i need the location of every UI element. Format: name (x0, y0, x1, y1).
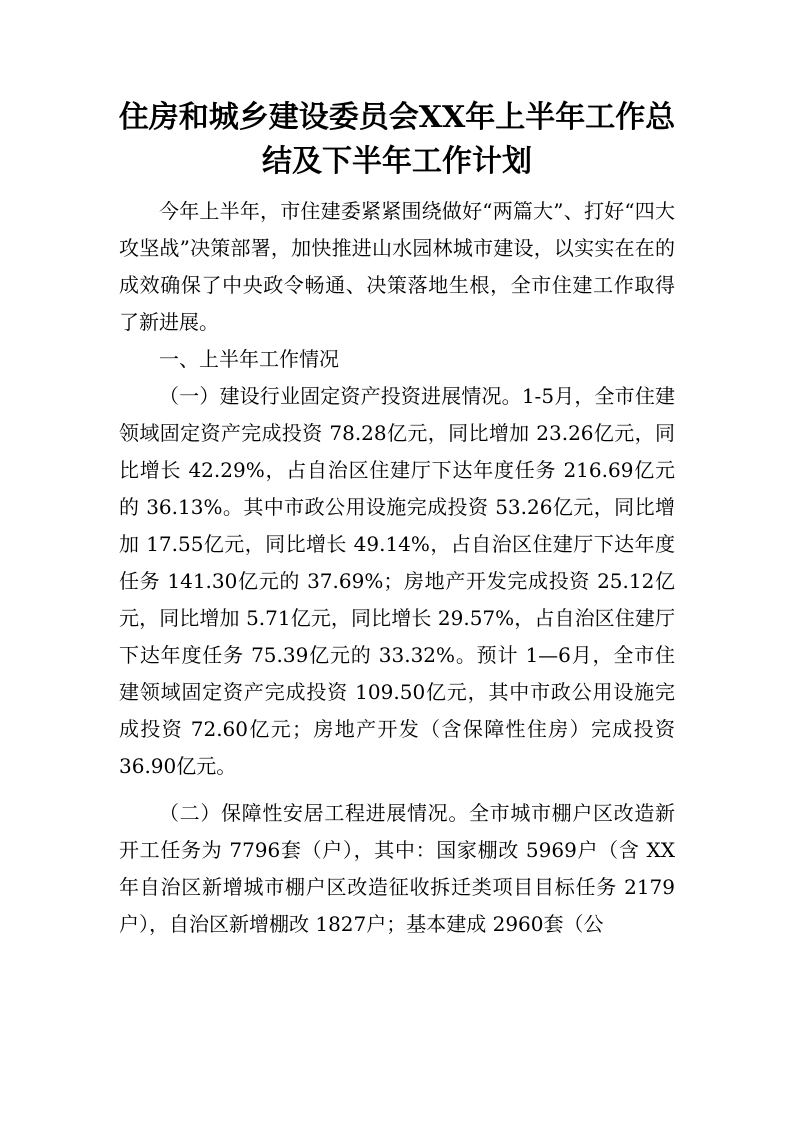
document-body (119, 193, 675, 943)
housing-paragraph: （二）保障性安居工程进展情况。全市城市棚户区改造新开工任务为 7796套（户），其中：国家棚改 5969户（含 XX年自治区新增城市棚户区改造征收拆迁类项目目标任务 2179户），自治区新增棚改 1827户；基本建成 2960套（公 (119, 801, 675, 936)
section-heading: 一、上半年工作情况 (159, 347, 339, 371)
intro-paragraph: 今年上半年，市住建委紧紧围绕做好“两篇大”、打好“四大攻坚战”决策部署，加快推进山水园林城市建设，以实实在在的成效确保了中央政令畅通、决策落地生根，全市住建工作取得了新进展。 (119, 199, 675, 334)
document-title: 住房和城乡建设委员会XX年上半年工作总结及下半年工作计划 (118, 100, 676, 179)
investment-paragraph: （一）建设行业固定资产投资进展情况。1-5月，全市住建领域固定资产完成投资 78.28亿元，同比增加 23.26亿元，同比增长 42.29%，占自治区住建厅下达年度任务 216.69亿元的 36.13%。其中市政公用设施完成投资 53.26亿元，同比增加 17.55亿元，同比增长 49.14%，占自治区住建厅下达年度任务 141.30亿元的 37.69%；房地产开发完成投资 25.12亿元，同比增加 5.71亿元，同比增长 29.57%，占自治区住建厅下达年度任务 75.39亿元的 33.32%。预计 1—6月，全市住建领域固定资产完成投资 109.50亿元，其中市政公用设施完成投资 72.60亿元；房地产开发（含保障性住房）完成投资 36.90亿元。 (119, 384, 675, 778)
